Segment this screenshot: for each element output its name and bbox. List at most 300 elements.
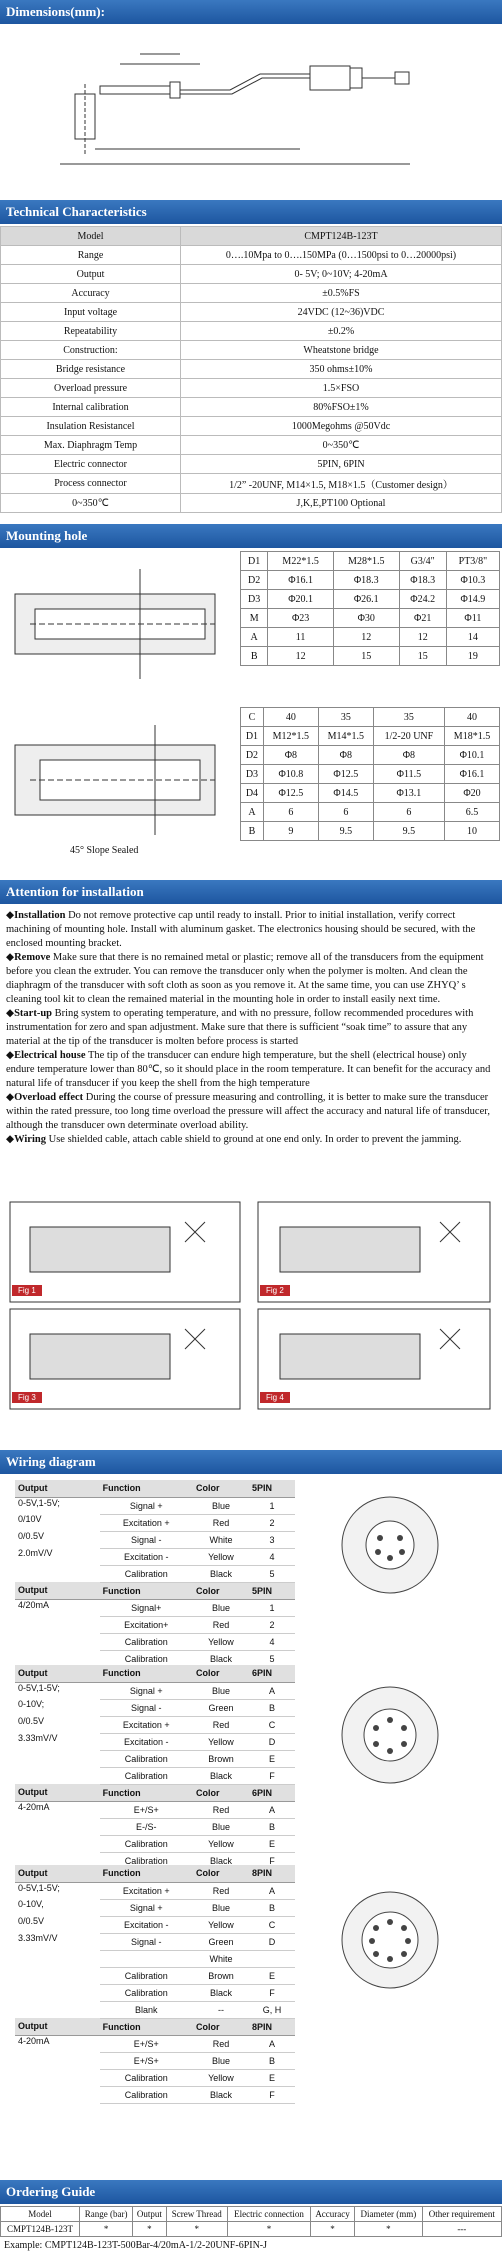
wiring-row (15, 1682, 295, 1699)
mount1-row (241, 628, 500, 647)
wiring-cell: Calibration (100, 1650, 193, 1667)
wiring-cell: Yellow (193, 1548, 249, 1565)
mount1-cell: 15 (399, 647, 446, 666)
tech-value: 1.5×FSO (181, 379, 502, 398)
wiring-output-cell: 0-10V, (15, 1899, 100, 1916)
mount2-cell: Φ8 (263, 746, 318, 765)
wiring-cell: Red (193, 1801, 249, 1818)
mount2-row (241, 727, 500, 746)
wiring-cell: 2 (249, 1514, 295, 1531)
ordering-header-cell: Other requirement (422, 2207, 501, 2222)
dimensions-title: Dimensions(mm): (6, 4, 105, 19)
wiring-row (15, 1565, 295, 1582)
wiring-row (15, 1950, 295, 1967)
wiring-cell: Blue (193, 2052, 249, 2069)
wiring-cell: Calibration (100, 1750, 193, 1767)
mount2-cell: D3 (241, 765, 264, 784)
ordering-table (0, 2206, 502, 2251)
wiring-cell: -- (193, 2001, 249, 2018)
wiring-output-cell: 4-20mA (15, 2035, 100, 2052)
mount1-cell: 11 (268, 628, 334, 647)
tech-row (1, 379, 502, 398)
wiring-output-cell (15, 2001, 100, 2018)
mounting-header (0, 524, 502, 548)
tech-value: 0….10Mpa to 0….150MPa (0…1500psi to 0…20000psi) (181, 246, 502, 265)
wiring-row (15, 1801, 295, 1818)
wiring-output-cell (15, 2052, 100, 2069)
tech-title: Technical Characteristics (6, 204, 147, 219)
mount2-cell: 40 (263, 708, 318, 727)
mount2-row (241, 803, 500, 822)
tech-value: ±0.2% (181, 322, 502, 341)
wiring-row (15, 1531, 295, 1548)
mount2-cell: M18*1.5 (445, 727, 500, 746)
wiring-cell: Signal - (100, 1699, 193, 1716)
mount1-cell: 14 (446, 628, 499, 647)
tech-value: 80%FSO±1% (181, 398, 502, 417)
wiring-cell: Signal - (100, 1933, 193, 1950)
wiring-row (15, 2086, 295, 2103)
wiring-header-row (15, 1480, 295, 1497)
mount1-cell: Φ23 (268, 609, 334, 628)
wiring-output-cell: 0-5V,1-5V; (15, 1497, 100, 1514)
wiring-header-cell: Function (100, 1480, 193, 1497)
mount2-cell: A (241, 803, 264, 822)
wiring-header-cell: Color (193, 1480, 249, 1497)
tech-row (1, 284, 502, 303)
mount1-header-cell: M22*1.5 (268, 552, 334, 571)
wiring-cell: Calibration (100, 1984, 193, 2001)
wiring-cell: Black (193, 1852, 249, 1869)
mount1-cell: Φ30 (333, 609, 399, 628)
mount2-cell: 6 (263, 803, 318, 822)
wiring-output-cell: 0/0.5V (15, 1916, 100, 1933)
wiring-header-cell: 8PIN (249, 1865, 295, 1882)
wiring-cell: B (249, 1899, 295, 1916)
wiring-cell: E+/S+ (100, 2052, 193, 2069)
ordering-cell: * (133, 2222, 166, 2237)
connector-8pin-icon (320, 1865, 470, 2025)
wiring-header-cell: Function (100, 1665, 193, 1682)
mount2-row (241, 822, 500, 841)
wiring-cell: Yellow (193, 1733, 249, 1750)
wiring-output-cell (15, 1767, 100, 1784)
mount2-cell: Φ12.5 (318, 765, 373, 784)
wiring-cell: E (249, 1967, 295, 1984)
wiring-output-cell: 3.33mV/V (15, 1933, 100, 1950)
wiring-row (15, 1599, 295, 1616)
mount2-cell: 1/2-20 UNF (373, 727, 444, 746)
slope-sealed-diagram-icon (0, 705, 240, 865)
wiring-cell: Calibration (100, 1835, 193, 1852)
wiring-header-cell: 5PIN (249, 1582, 295, 1599)
mount2-cell: Φ13.1 (373, 784, 444, 803)
fig1-label: Fig 1 (12, 1285, 42, 1296)
ordering-cell: CMPT124B-123T (1, 2222, 80, 2237)
wiring-cell: A (249, 2035, 295, 2052)
wiring-header (0, 1450, 502, 1474)
wiring-cell: F (249, 2086, 295, 2103)
mount2-cell: M14*1.5 (318, 727, 373, 746)
wiring-cell: Excitation - (100, 1916, 193, 1933)
mount2-cell: Φ14.5 (318, 784, 373, 803)
wiring-cell: E (249, 1835, 295, 1852)
wiring-cell: A (249, 1801, 295, 1818)
attention-body (0, 905, 502, 1151)
wiring-output-cell (15, 1967, 100, 1984)
fig2-label: Fig 2 (260, 1285, 290, 1296)
wiring-output-cell: 0/10V (15, 1514, 100, 1531)
tech-row (1, 398, 502, 417)
startup-note: ◆Start-up Bring system to operating temperature, and with no pressure, follow recommended procedures with instrumentation for zero and span adjustment. Make sure that there is sufficient “soak time” to assure that any material at the tip of the transducer is molten before process is started (6, 1008, 474, 1047)
mount1-cell: M (241, 609, 268, 628)
wiring-row (15, 2035, 295, 2052)
mounting-title: Mounting hole (6, 528, 88, 543)
tech-table (0, 226, 502, 513)
tech-value: 1000Megohms @50Vdc (181, 417, 502, 436)
mount1-header-row (241, 552, 500, 571)
mount1-cell: Φ18.3 (399, 571, 446, 590)
fig4-label: Fig 4 (260, 1392, 290, 1403)
tech-row (1, 265, 502, 284)
wiring-cell: 1 (249, 1497, 295, 1514)
ordering-header-cell: Electric connection (227, 2207, 310, 2222)
wiring-cell: D (249, 1933, 295, 1950)
wiring-header-row (15, 1865, 295, 1882)
wiring-header-cell: Function (100, 1784, 193, 1801)
ordering-row (1, 2222, 502, 2237)
wiring-cell: Excitation+ (100, 1616, 193, 1633)
wiring-cell: F (249, 1767, 295, 1784)
ordering-example: Example: CMPT124B-123T-500Bar-4/20mA-1/2-20UNF-6PIN-J (4, 2240, 268, 2251)
mount1-cell: Φ20.1 (268, 590, 334, 609)
wiring-row (15, 1514, 295, 1531)
ordering-cell: * (227, 2222, 310, 2237)
wiring-cell: E+/S+ (100, 2035, 193, 2052)
wiring-header-cell: Function (100, 1865, 193, 1882)
tech-row (1, 303, 502, 322)
mount2-cell: D1 (241, 727, 264, 746)
remove-note: ◆Remove Make sure that there is no remained metal or plastic; remove all of the transducers from the equipment before you clean the extruder. You can remove the transducer only when the polymer is molten. And clean the diaphragm of the transducer with soft cloth as soon as you remove it. At the same time, you can use ZHYQ’ s cleaning tool kit to clean the remained material in the mounting hole in order to install easily next time. (6, 952, 484, 1005)
mount2-cell: Φ10.8 (263, 765, 318, 784)
wiring-row (15, 1633, 295, 1650)
wiring-row (15, 1899, 295, 1916)
wiring-cell: D (249, 1733, 295, 1750)
tech-row (1, 360, 502, 379)
ordering-header-cell: Diameter (mm) (355, 2207, 423, 2222)
wiring-cell: 5 (249, 1650, 295, 1667)
wiring-output-cell: 3.33mV/V (15, 1733, 100, 1750)
wiring-cell: Excitation - (100, 1733, 193, 1750)
wiring-cell: Black (193, 2086, 249, 2103)
wiring-output-cell: 0-5V,1-5V; (15, 1682, 100, 1699)
tech-label: Insulation Resistancel (1, 417, 181, 436)
wiring-header-cell: 6PIN (249, 1665, 295, 1682)
wiring-cell: Excitation + (100, 1882, 193, 1899)
tech-label: Construction: (1, 341, 181, 360)
mount2-cell: 35 (318, 708, 373, 727)
mount1-row (241, 647, 500, 666)
wiring-cell: Calibration (100, 1852, 193, 1869)
wiring-block-6pin (0, 1665, 502, 1866)
wiring-output-cell (15, 1633, 100, 1650)
attention-header (0, 880, 502, 904)
ordering-header-cell: Model (1, 2207, 80, 2222)
wiring-cell: B (249, 1699, 295, 1716)
wiring-cell: Red (193, 1616, 249, 1633)
tech-value: ±0.5%FS (181, 284, 502, 303)
wiring-cell: E-/S- (100, 1818, 193, 1835)
wiring-cell: Yellow (193, 1916, 249, 1933)
mount1-row (241, 571, 500, 590)
wiring-row (15, 2069, 295, 2086)
mount1-cell: Φ26.1 (333, 590, 399, 609)
mount2-cell: Φ12.5 (263, 784, 318, 803)
wiring-header-cell: Output (15, 1665, 100, 1682)
install-figures-icon (0, 1197, 502, 1417)
tech-value: 350 ohms±10% (181, 360, 502, 379)
wiring-cell: Calibration (100, 1565, 193, 1582)
mount2-cell: 6 (318, 803, 373, 822)
ordering-header-cell: Accuracy (311, 2207, 355, 2222)
mount1-row (241, 590, 500, 609)
connector-6pin-icon (320, 1665, 470, 1815)
ordering-cell: * (355, 2222, 423, 2237)
dimensions-header (0, 0, 502, 24)
wiring-cell: 3 (249, 1531, 295, 1548)
wiring-header-cell: Color (193, 1582, 249, 1599)
tech-row (1, 436, 502, 455)
mount1-row (241, 609, 500, 628)
tech-value: 0~350℃ (181, 436, 502, 455)
tech-label: Model (1, 227, 181, 246)
tech-label: Process connector (1, 474, 181, 494)
wiring-cell: Yellow (193, 1835, 249, 1852)
mount1-cell: Φ24.2 (399, 590, 446, 609)
mount2-cell: Φ20 (445, 784, 500, 803)
mount1-cell: 15 (333, 647, 399, 666)
tech-label: 0~350℃ (1, 494, 181, 513)
wiring-cell: Yellow (193, 1633, 249, 1650)
mount2-cell: Φ11.5 (373, 765, 444, 784)
ordering-header-cell: Screw Thread (166, 2207, 227, 2222)
ordering-cell: --- (422, 2222, 501, 2237)
wiring-cell: Brown (193, 1750, 249, 1767)
mount2-cell: Φ8 (318, 746, 373, 765)
wiring-header-cell: 6PIN (249, 1784, 295, 1801)
wiring-cell: Signal + (100, 1497, 193, 1514)
wiring-cell: Blank (100, 2001, 193, 2018)
wiring-cell: Calibration (100, 1767, 193, 1784)
wiring-cell: Calibration (100, 1967, 193, 1984)
wiring-output-cell (15, 1818, 100, 1835)
tech-row (1, 227, 502, 246)
mounting-hole-diagram-icon (0, 549, 240, 699)
wiring-output-cell: 0-10V; (15, 1699, 100, 1716)
mount2-cell: 40 (445, 708, 500, 727)
tech-row (1, 417, 502, 436)
wiring-cell: White (193, 1531, 249, 1548)
wiring-output-cell: 4/20mA (15, 1599, 100, 1616)
mount2-cell: 6 (373, 803, 444, 822)
mount2-cell: 9.5 (373, 822, 444, 841)
wiring-header-cell: Output (15, 1480, 100, 1497)
wiring-cell: B (249, 1818, 295, 1835)
mount1-cell: D2 (241, 571, 268, 590)
wiring-cell: E+/S+ (100, 1801, 193, 1818)
wiring-header-cell: Color (193, 1665, 249, 1682)
wiring-note: ◆Wiring Use shielded cable, attach cable shield to ground at one end only. In order to prevent the jamming. (6, 1134, 462, 1145)
wiring-header-cell: Function (100, 1582, 193, 1599)
mount2-cell: 9.5 (318, 822, 373, 841)
tech-label: Input voltage (1, 303, 181, 322)
slope-label: 45° Slope Sealed (70, 845, 139, 856)
tech-label: Accuracy (1, 284, 181, 303)
wiring-output-cell (15, 1750, 100, 1767)
wiring-cell: C (249, 1916, 295, 1933)
wiring-cell: Blue (193, 1682, 249, 1699)
wiring-cell: 1 (249, 1599, 295, 1616)
wiring-cell: A (249, 1682, 295, 1699)
mount2-cell: 9 (263, 822, 318, 841)
mount2-cell: Φ16.1 (445, 765, 500, 784)
electrical-note: ◆Electrical house The tip of the transducer can endure high temperature, but the shell (electrical house) only endure temperature lower than 80℃, so it should place in the room temperature. It can benefit for the accuracy and natural life of transducer if you keep the shell from the high temperature (6, 1050, 491, 1089)
wiring-cell: Excitation + (100, 1716, 193, 1733)
wiring-row (15, 1750, 295, 1767)
wiring-header-row (15, 1784, 295, 1801)
wiring-cell: Calibration (100, 2086, 193, 2103)
wiring-cell: E (249, 2069, 295, 2086)
tech-value: 24VDC (12~36)VDC (181, 303, 502, 322)
wiring-cell (100, 1950, 193, 1967)
mount1-cell: 12 (268, 647, 334, 666)
wiring-cell: Yellow (193, 2069, 249, 2086)
mount1-cell: 12 (333, 628, 399, 647)
wiring-cell: 5 (249, 1565, 295, 1582)
wiring-output-cell (15, 1616, 100, 1633)
wiring-cell: Red (193, 2035, 249, 2052)
tech-header (0, 200, 502, 224)
wiring-cell (249, 1950, 295, 1967)
tech-label: Electric connector (1, 455, 181, 474)
wiring-output-cell: 4-20mA (15, 1801, 100, 1818)
wiring-header-cell: Output (15, 1784, 100, 1801)
install-figures (0, 1197, 502, 1417)
wiring-cell: Signal + (100, 1682, 193, 1699)
fig3-label: Fig 3 (12, 1392, 42, 1403)
tech-row (1, 474, 502, 494)
wiring-cell: Calibration (100, 1633, 193, 1650)
mount2-row (241, 746, 500, 765)
wiring-row (15, 1497, 295, 1514)
wiring-cell: Black (193, 1984, 249, 2001)
wiring-cell: B (249, 2052, 295, 2069)
ordering-header-row (1, 2207, 502, 2222)
wiring-cell: Blue (193, 1599, 249, 1616)
wiring-output-cell (15, 2086, 100, 2103)
wiring-header-row (15, 1665, 295, 1682)
tech-row (1, 341, 502, 360)
mount1-cell: Φ10.3 (446, 571, 499, 590)
wiring-cell: Brown (193, 1967, 249, 1984)
wiring-output-cell (15, 1835, 100, 1852)
wiring-header-cell: Output (15, 1865, 100, 1882)
wiring-cell: C (249, 1716, 295, 1733)
tech-label: Range (1, 246, 181, 265)
mount1-cell: 19 (446, 647, 499, 666)
wiring-header-cell: 8PIN (249, 2018, 295, 2035)
ordering-header (0, 2180, 502, 2204)
wiring-row (15, 2052, 295, 2069)
wiring-header-row (15, 1582, 295, 1599)
wiring-cell: Signal + (100, 1899, 193, 1916)
mount2-cell: D2 (241, 746, 264, 765)
wiring-row (15, 1716, 295, 1733)
tech-value: Wheatstone bridge (181, 341, 502, 360)
wiring-cell: Red (193, 1716, 249, 1733)
ordering-cell: * (166, 2222, 227, 2237)
wiring-cell: Signal+ (100, 1599, 193, 1616)
wiring-cell: E (249, 1750, 295, 1767)
wiring-cell: Excitation + (100, 1514, 193, 1531)
mount1-cell: Φ18.3 (333, 571, 399, 590)
wiring-cell: Excitation - (100, 1548, 193, 1565)
wiring-output-cell: 0-5V,1-5V; (15, 1882, 100, 1899)
mount1-cell: Φ11 (446, 609, 499, 628)
tech-value: 1/2” -20UNF, M14×1.5, M18×1.5（Customer design） (181, 474, 502, 494)
wiring-header-cell: Color (193, 2018, 249, 2035)
tech-row (1, 322, 502, 341)
wiring-row (15, 1933, 295, 1950)
mount2-cell: D4 (241, 784, 264, 803)
wiring-cell: Green (193, 1699, 249, 1716)
wiring-cell: Black (193, 1767, 249, 1784)
wiring-row (15, 1818, 295, 1835)
wiring-row (15, 1882, 295, 1899)
wiring-header-cell: Color (193, 1784, 249, 1801)
mount2-row (241, 784, 500, 803)
wiring-row (15, 1733, 295, 1750)
wiring-row (15, 1967, 295, 1984)
dimension-diagram-icon (0, 24, 502, 200)
mount2-cell: 10 (445, 822, 500, 841)
mount1-cell: B (241, 647, 268, 666)
wiring-header-cell: Function (100, 2018, 193, 2035)
mount1-header-cell: PT3/8" (446, 552, 499, 571)
connector-5pin-icon (320, 1480, 470, 1630)
wiring-cell: G, H (249, 2001, 295, 2018)
mount1-header-cell: M28*1.5 (333, 552, 399, 571)
mount1-cell: 12 (399, 628, 446, 647)
mount1-header-cell: D1 (241, 552, 268, 571)
wiring-cell: Black (193, 1565, 249, 1582)
wiring-cell: A (249, 1882, 295, 1899)
tech-value: CMPT124B-123T (181, 227, 502, 246)
mount1-cell: Φ16.1 (268, 571, 334, 590)
wiring-cell: Blue (193, 1899, 249, 1916)
overload-note: ◆Overload effect During the course of pressure measuring and controlling, it is better to make sure the transducer within the rated pressure, too long time overload the pressure will affect the accuracy and natural life of transducer, although the transducer own determinate overload ability. (6, 1092, 490, 1131)
dimensions-drawing (0, 24, 502, 200)
wiring-cell: 4 (249, 1633, 295, 1650)
tech-label: Output (1, 265, 181, 284)
wiring-cell: Red (193, 1514, 249, 1531)
wiring-output-cell: 2.0mV/V (15, 1548, 100, 1565)
mount2-cell: Φ8 (373, 746, 444, 765)
wiring-header-cell: Color (193, 1865, 249, 1882)
wiring-output-cell: 0/0.5V (15, 1531, 100, 1548)
wiring-header-cell: Output (15, 1582, 100, 1599)
wiring-block-5pin (0, 1480, 502, 1664)
